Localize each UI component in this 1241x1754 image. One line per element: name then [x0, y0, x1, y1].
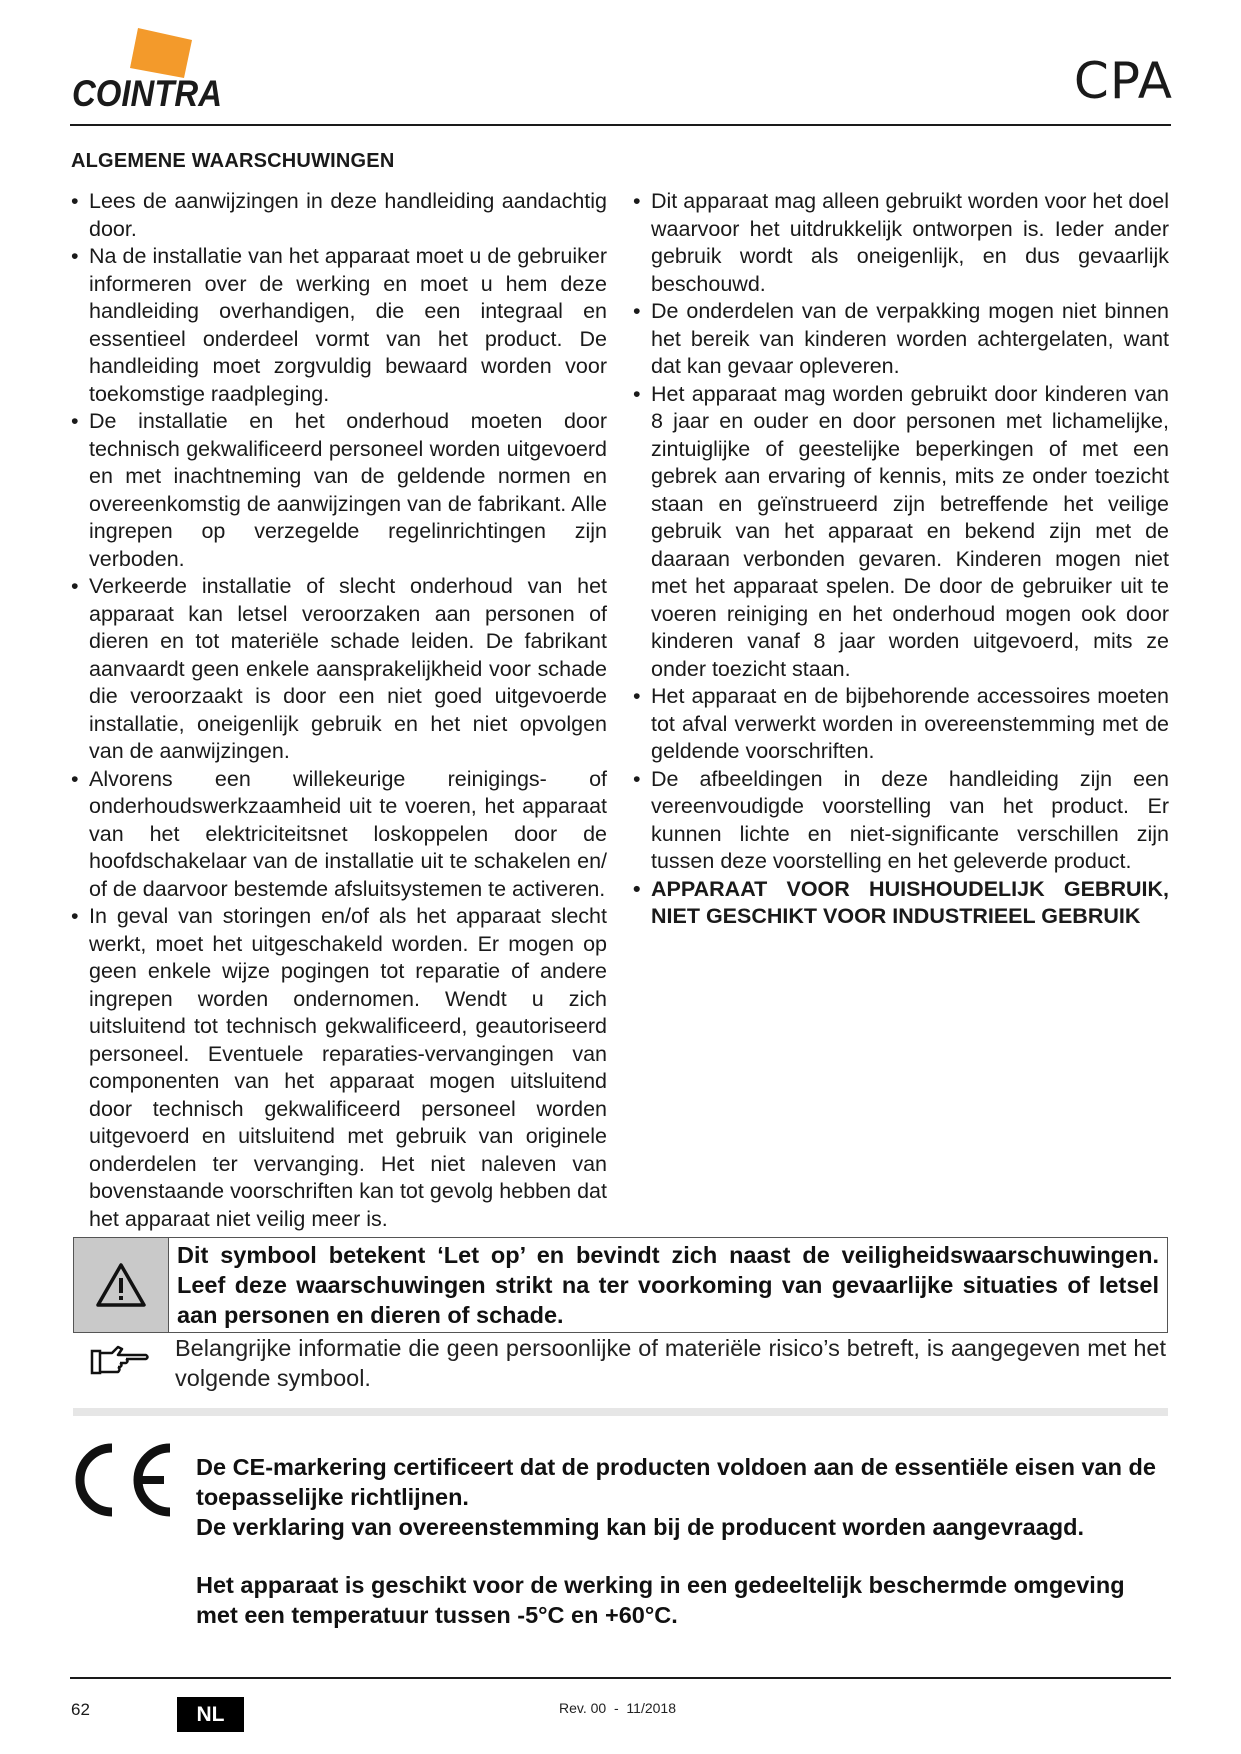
list-item: • Lees de aanwijzingen in deze handleiding aandachtig door.	[71, 188, 607, 243]
info-text: Belangrijke informatie die geen persoonlijke of materiële risico’s betreft, is aangegeven met het volgende symbool.	[175, 1335, 1166, 1391]
list-item: • Het apparaat mag worden gebruikt door kinderen van 8 jaar en ouder en door personen met lichamelijke, zintuiglijke of geestelijke beperkingen of met een gebrek aan ervaring of kennis, mits ze onder toezicht staan en geïnstrueerd zijn betreffende het veilige gebruik van het apparaat en bekend zijn met de daaraan verbonden gevaren. Kinderen mogen niet met het apparaat spelen. De door de gebruiker uit te voeren reiniging en het onderhoud mogen ook door kinderen vanaf 8 jaar worden uitgevoerd, mits ze onder toezicht staan.	[633, 381, 1169, 684]
language-badge: NL	[177, 1697, 244, 1732]
list-item: • De onderdelen van de verpakking mogen niet binnen het bereik van kinderen worden achtergelaten, want dat kan gevaar opleveren.	[633, 298, 1169, 381]
warning-box	[73, 1237, 1168, 1333]
header-rule	[70, 124, 1171, 126]
info-icon-cell	[73, 1333, 167, 1393]
cointra-logo	[70, 26, 230, 114]
revision-label: Rev. 00 - 11/2018	[559, 1700, 676, 1716]
list-item: • Alvorens een willekeurige reinigings- of onderhoudswerkzaamheid uit te voeren, het apparaat van het elektriciteitsnet loskoppelen door de hoofdschakelaar van de installatie uit te schakelen en/ of de daarvoor bestemde afsluitsystemen te activeren.	[71, 766, 607, 904]
list-item: • Verkeerde installatie of slecht onderhoud van het apparaat kan letsel veroorzaken aan personen of dieren en tot materiële schade leiden. De fabrikant aanvaardt geen enkele aansprakelijkheid voor schade die veroorzaakt is door een niet goed uitgevoerde installatie, oneigenlijk gebruik en het niet opvolgen van de aanwijzingen.	[71, 573, 607, 766]
footer-rule	[70, 1677, 1171, 1679]
right-warning-list	[633, 188, 1169, 931]
ce-statement	[196, 1452, 1171, 1630]
list-item: • Na de installatie van het apparaat moet u de gebruiker informeren over de werking en moet u hem deze handleiding overhandigen, die een integraal en essentieel onderdeel vormt van het product. De handleiding moet zorgvuldig bewaard worden voor toekomstige raadpleging.	[71, 243, 607, 408]
household-use-notice: • APPARAAT VOOR HUISHOUDELIJK GEBRUIK, NIET GESCHIKT VOOR INDUSTRIEEL GEBRUIK	[633, 876, 1169, 931]
pointing-hand-icon	[90, 1343, 150, 1377]
list-item: • De installatie en het onderhoud moeten door technisch gekwalificeerd personeel worden uitgevoerd en met inachtneming van de geldende normen en overeenkomstig de aanwijzingen van de fabrikant. Alle ingrepen op verzegelde regelinrichtingen zijn verboden.	[71, 408, 607, 573]
section-title: ALGEMENE WAARSCHUWINGEN	[71, 150, 395, 172]
list-item: • In geval van storingen en/of als het apparaat slecht werkt, moet het uitgeschakeld worden. Er mogen op geen enkele wijze pogingen tot reparatie of andere ingrepen worden ondernomen. Wendt u zich uitsluitend tot technisch gekwalificeerd, geautoriseerd personeel. Eventuele reparaties-vervangingen van componenten van het apparaat mogen uitsluitend door technisch gekwalificeerd personeel worden uitgevoerd en uitsluitend met gebruik van originele onderdelen ter vervanging. Het niet naleven van bovenstaande voorschriften kan tot gevolg hebben dat het apparaat niet veilig meer is.	[71, 903, 607, 1233]
warning-icon-cell	[74, 1238, 169, 1332]
separator-bar	[73, 1408, 1168, 1416]
list-item: • Het apparaat en de bijbehorende accessoires moeten tot afval verwerkt worden in overeenstemming met de geldende voorschriften.	[633, 683, 1169, 766]
info-row	[73, 1333, 1166, 1393]
warning-triangle-icon	[95, 1262, 147, 1308]
left-warning-list	[71, 188, 607, 1233]
logo-wordmark: COINTRA	[72, 73, 222, 114]
logo-orange-flag	[130, 28, 192, 78]
page-number: 62	[71, 1700, 90, 1719]
model-name: CPA	[1073, 52, 1173, 110]
ce-line-3: Het apparaat is geschikt voor de werking in een gedeeltelijk beschermde omgeving met een temperatuur tussen -5°C en +60°C.	[196, 1572, 1125, 1628]
ce-mark-icon	[72, 1440, 176, 1520]
warning-text: Dit symbool betekent ‘Let op’ en bevindt zich naast de veiligheidswaarschuwingen. Leef deze waarschuwingen strikt na ter voorkoming van gevaarlijke situaties of letsel aan personen en dieren of schade.	[177, 1242, 1159, 1328]
ce-line-2: De verklaring van overeenstemming kan bij de producent worden aangevraagd.	[196, 1514, 1085, 1540]
ce-line-1: De CE-markering certificeert dat de producten voldoen aan de essentiële eisen van de toepasselijke richtlijnen.	[196, 1454, 1156, 1510]
list-item: • De afbeeldingen in deze handleiding zijn een vereenvoudigde voorstelling van het product. Er kunnen lichte en niet-significante verschillen zijn tussen deze voorstelling en het geleverde product.	[633, 766, 1169, 876]
list-item: • Dit apparaat mag alleen gebruikt worden voor het doel waarvoor het uitdrukkelijk ontworpen is. Ieder ander gebruik wordt als oneigenlijk, en dus gevaarlijk beschouwd.	[633, 188, 1169, 298]
